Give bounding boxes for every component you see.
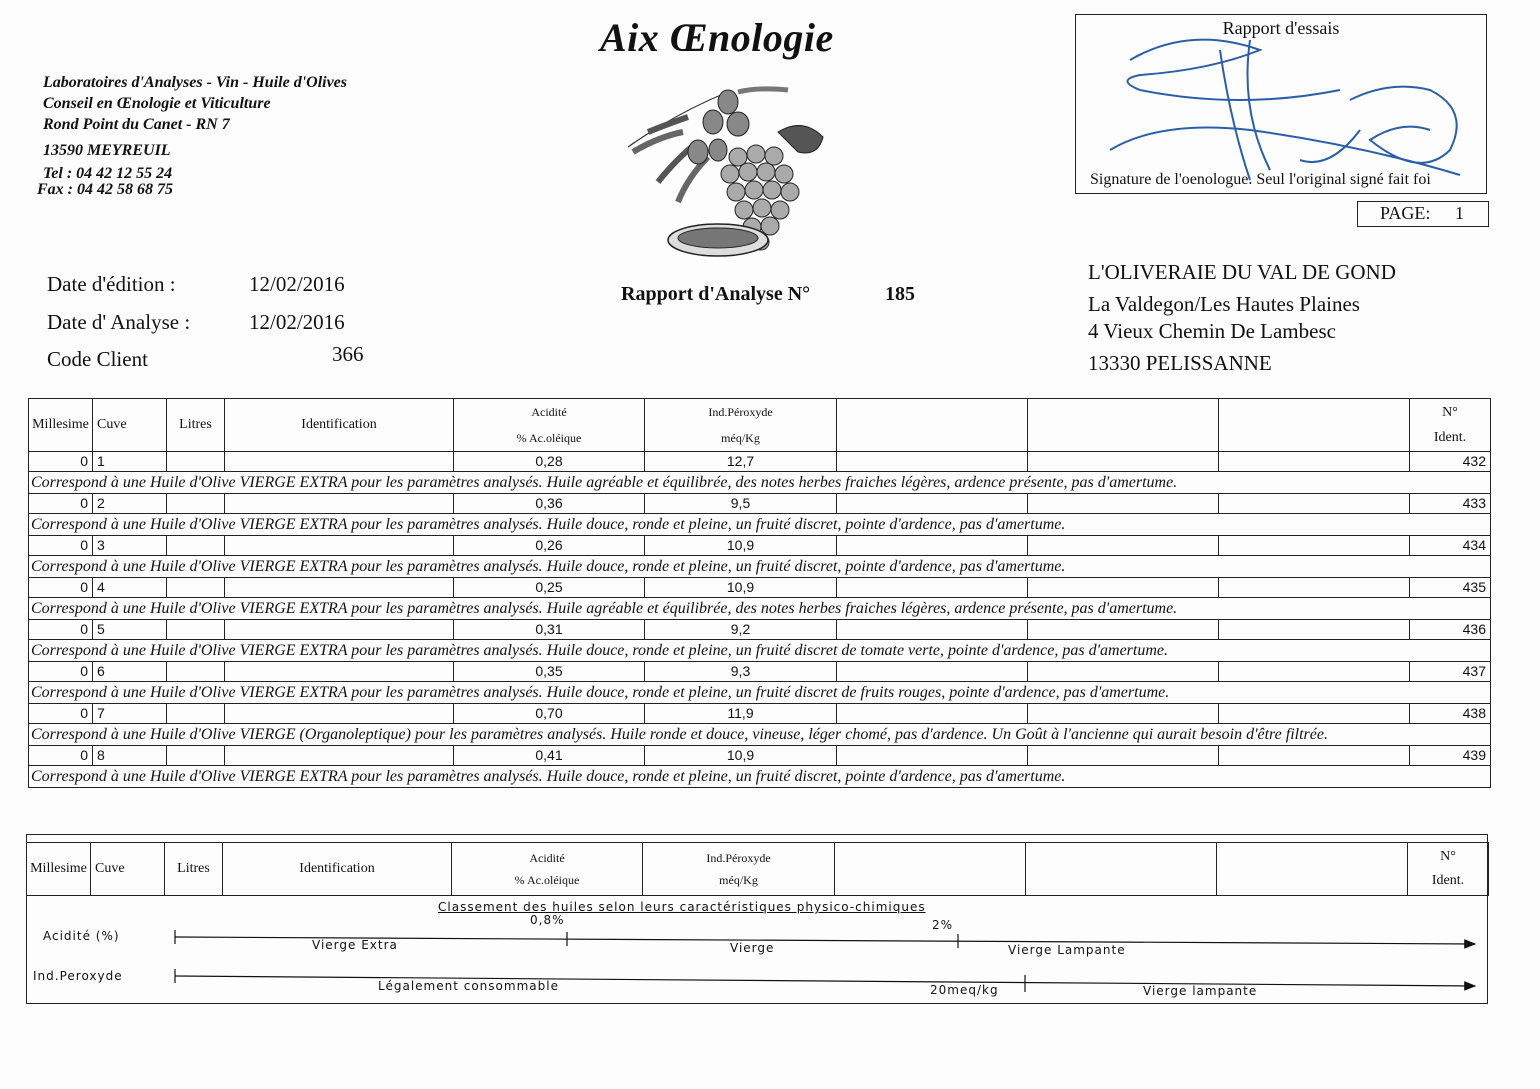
cell-cuve: 8 xyxy=(93,746,167,766)
cell-ident: 437 xyxy=(1410,662,1491,682)
report-label: Rapport d'Analyse N° xyxy=(621,283,811,305)
lab-line-2: Conseil en Œnologie et Viticulture xyxy=(43,95,271,112)
lab-line-3: Rond Point du Canet - RN 7 xyxy=(43,116,230,133)
col-identification: Identification xyxy=(225,399,454,452)
col-cuve: Cuve xyxy=(93,399,167,452)
col-millesime: Millesime xyxy=(29,399,93,452)
cell-acidite: 0,31 xyxy=(454,620,645,640)
perox-class-consommable: Légalement consommable xyxy=(378,979,559,993)
page-label: PAGE: xyxy=(1380,203,1431,223)
cell-peroxyde: 10,9 xyxy=(645,578,837,598)
col-ident-n: N° xyxy=(1442,405,1458,420)
row-comment: Correspond à une Huile d'Olive VIERGE EXTRA pour les paramètres analysés. Huile douce, ronde et pleine, un fruité discret, pointe d'ardence, pas d'amertume. xyxy=(29,766,1491,788)
cell-peroxyde: 11,9 xyxy=(645,704,837,724)
col2-ident-n: N° xyxy=(1440,849,1456,864)
cell-millesime: 0 xyxy=(29,578,93,598)
row-comment: Correspond à une Huile d'Olive VIERGE EXTRA pour les paramètres analysés. Huile douce, ronde et pleine, un fruité discret, pointe d'ardence, pas d'amertume. xyxy=(29,514,1491,536)
col2-peroxyde-unit: méq/Kg xyxy=(719,873,758,887)
cell-cuve: 2 xyxy=(93,494,167,514)
acid-threshold-1: 0,8% xyxy=(530,913,565,927)
row-comment: Correspond à une Huile d'Olive VIERGE EXTRA pour les paramètres analysés. Huile douce, ronde et pleine, un fruité discret de tomate verte, pointe d'ardence, pas d'amertume. xyxy=(29,640,1491,662)
cell-acidite: 0,26 xyxy=(454,536,645,556)
lab-line-4: 13590 MEYREUIL xyxy=(43,142,171,159)
cell-peroxyde: 9,5 xyxy=(645,494,837,514)
cell-peroxyde: 9,2 xyxy=(645,620,837,640)
col-peroxyde-label: Ind.Péroxyde xyxy=(708,405,773,419)
col-ident-label: Ident. xyxy=(1433,430,1467,445)
col2-identification: Identification xyxy=(223,843,452,896)
perox-threshold: 20meq/kg xyxy=(930,983,999,997)
lab-line-1: Laboratoires d'Analyses - Vin - Huile d'Olives xyxy=(43,74,348,91)
cell-ident: 436 xyxy=(1410,620,1491,640)
cell-cuve: 3 xyxy=(93,536,167,556)
acid-class-extra: Vierge Extra xyxy=(312,938,398,952)
signature-title: Rapport d'essais xyxy=(1222,18,1340,38)
row-comment: Correspond à une Huile d'Olive VIERGE EXTRA pour les paramètres analysés. Huile agréable et équilibrée, des notes herbes fraiches légères, ardence présente, pas d'amertume. xyxy=(29,472,1491,494)
cell-millesime: 0 xyxy=(29,746,93,766)
cell-ident: 435 xyxy=(1410,578,1491,598)
row-comment: Correspond à une Huile d'Olive VIERGE EXTRA pour les paramètres analysés. Huile douce, ronde et pleine, un fruité discret de fruits rouges, pointe d'ardence, pas d'amertume. xyxy=(29,682,1491,704)
row-comment: Correspond à une Huile d'Olive VIERGE EXTRA pour les paramètres analysés. Huile douce, ronde et pleine, un fruité discret, pointe d'ardence, pas d'amertume. xyxy=(29,556,1491,578)
client-name: L'OLIVERAIE DU VAL DE GOND xyxy=(1088,260,1396,284)
lab-fax: Fax : 04 42 58 68 75 xyxy=(37,181,173,198)
date-analyse-label: Date d' Analyse : xyxy=(47,310,191,334)
signature-caption: Signature de l'oenologue. Seul l'original signé fait foi xyxy=(1090,171,1431,188)
cell-acidite: 0,35 xyxy=(454,662,645,682)
col2-acidite-label: Acidité xyxy=(529,851,565,865)
date-edition-value: 12/02/2016 xyxy=(249,272,345,296)
cell-acidite: 0,36 xyxy=(454,494,645,514)
lab-tel: Tel : 04 42 12 55 24 xyxy=(43,165,173,182)
row-comment: Correspond à une Huile d'Olive VIERGE EXTRA pour les paramètres analysés. Huile agréable et équilibrée, des notes herbes fraiches légères, ardence présente, pas d'amertume. xyxy=(29,598,1491,620)
cell-cuve: 7 xyxy=(93,704,167,724)
cell-millesime: 0 xyxy=(29,494,93,514)
cell-ident: 433 xyxy=(1410,494,1491,514)
client-address-1: La Valdegon/Les Hautes Plaines xyxy=(1088,292,1360,316)
cell-millesime: 0 xyxy=(29,452,93,472)
cell-cuve: 6 xyxy=(93,662,167,682)
col2-litres: Litres xyxy=(165,843,223,896)
cell-millesime: 0 xyxy=(29,704,93,724)
page-number: 1 xyxy=(1455,203,1464,223)
date-analyse-value: 12/02/2016 xyxy=(249,310,345,334)
date-edition-label: Date d'édition : xyxy=(47,272,176,296)
cell-acidite: 0,70 xyxy=(454,704,645,724)
cell-peroxyde: 9,3 xyxy=(645,662,837,682)
acid-class-lampante: Vierge Lampante xyxy=(1008,943,1126,957)
acid-class-vierge: Vierge xyxy=(730,941,775,955)
perox-scale-axis xyxy=(175,976,1475,986)
cell-millesime: 0 xyxy=(29,620,93,640)
col-peroxyde-unit: méq/Kg xyxy=(721,431,760,445)
acid-threshold-2: 2% xyxy=(932,918,954,932)
cell-millesime: 0 xyxy=(29,662,93,682)
col2-ident-label: Ident. xyxy=(1431,873,1465,888)
client-city: 13330 PELISSANNE xyxy=(1088,351,1272,375)
cell-ident: 439 xyxy=(1410,746,1491,766)
col-litres: Litres xyxy=(167,399,225,452)
cell-ident: 432 xyxy=(1410,452,1491,472)
col2-millesime: Millesime xyxy=(27,843,91,896)
cell-acidite: 0,41 xyxy=(454,746,645,766)
cell-peroxyde: 10,9 xyxy=(645,746,837,766)
cell-ident: 438 xyxy=(1410,704,1491,724)
scale-title: Classement des huiles selon leurs caractéristiques physico-chimiques xyxy=(438,900,926,914)
row-comment: Correspond à une Huile d'Olive VIERGE (Organoleptique) pour les paramètres analysés. Huile ronde et douce, vineuse, léger chomé, pas d'ardence. Un Goût à l'ancienne qui aurait besoin d'être filtrée. xyxy=(29,724,1491,746)
client-address-2: 4 Vieux Chemin De Lambesc xyxy=(1088,319,1336,343)
cell-cuve: 4 xyxy=(93,578,167,598)
lab-brand-title: Aix Œnologie xyxy=(600,15,834,60)
perox-scale-label: Ind.Peroxyde xyxy=(33,969,123,983)
cell-acidite: 0,25 xyxy=(454,578,645,598)
code-client-value: 366 xyxy=(332,342,364,366)
cell-peroxyde: 12,7 xyxy=(645,452,837,472)
cell-cuve: 1 xyxy=(93,452,167,472)
code-client-label: Code Client xyxy=(47,347,148,371)
cell-acidite: 0,28 xyxy=(454,452,645,472)
cell-cuve: 5 xyxy=(93,620,167,640)
acid-scale-label: Acidité (%) xyxy=(43,929,120,943)
col2-cuve: Cuve xyxy=(91,843,165,896)
cell-peroxyde: 10,9 xyxy=(645,536,837,556)
cell-millesime: 0 xyxy=(29,536,93,556)
col-acidite-unit: % Ac.oléique xyxy=(516,431,582,445)
col-acidite-label: Acidité xyxy=(531,405,567,419)
col2-acidite-unit: % Ac.oléique xyxy=(514,873,580,887)
report-number: 185 xyxy=(885,283,915,305)
perox-class-lampante: Vierge lampante xyxy=(1143,984,1258,998)
col2-peroxyde-label: Ind.Péroxyde xyxy=(706,851,771,865)
cell-ident: 434 xyxy=(1410,536,1491,556)
acid-scale-axis xyxy=(175,937,1475,944)
